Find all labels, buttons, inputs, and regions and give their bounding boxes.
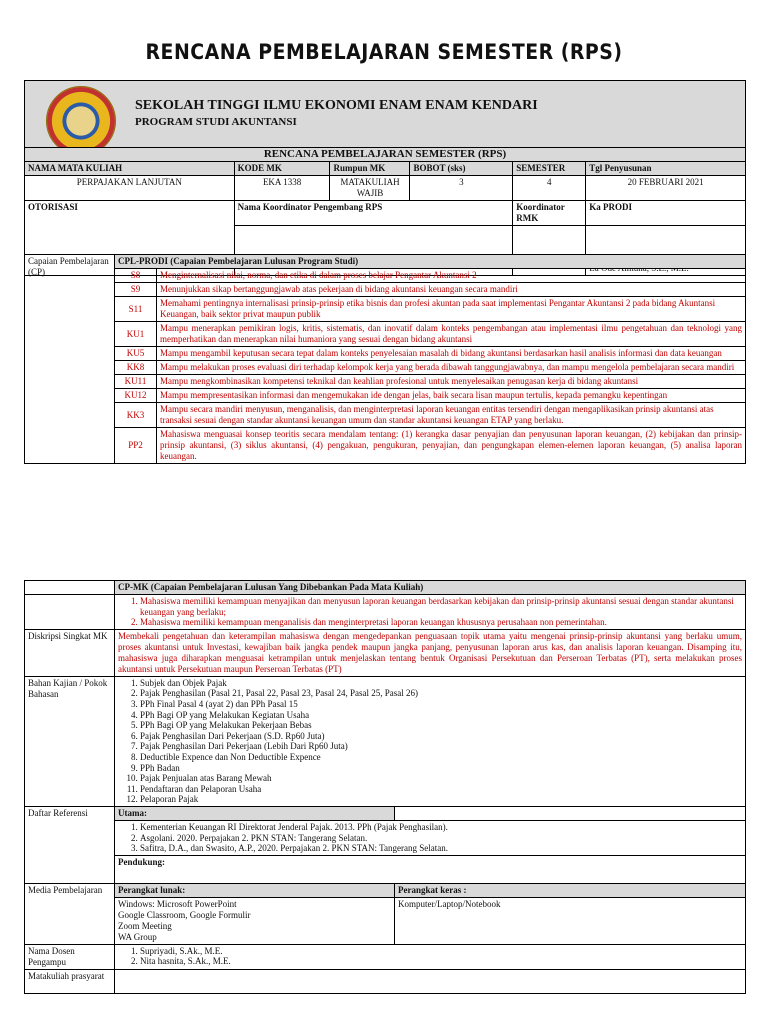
list-item: 4. PPh Bagi OP yang Melakukan Kegiatan Usaha xyxy=(140,710,742,721)
prasyarat-label: Matakuliah prasyarat xyxy=(25,969,115,993)
referensi-pendukung-label xyxy=(115,855,746,883)
cp-code: S9 xyxy=(115,283,157,297)
cpmk-label-cell xyxy=(25,581,115,595)
cp-text: Mampu mempresentasikan informasi dan mengemukakan ide dengan jelas, baik secara lisan maupun tertulis, kepada pemangku kepentingan xyxy=(157,389,746,403)
cp-code: S8 xyxy=(115,269,157,283)
list-item: 9. PPh Badan xyxy=(140,763,742,774)
cp-table xyxy=(24,254,746,464)
list-item: 2. Pajak Penghasilan (Pasal 21, Pasal 22, Pasal 23, Pasal 24, Pasal 25, Pasal 26) xyxy=(140,688,742,699)
cp-text: Mampu melakukan proses evaluasi diri terhadap kelompok kerja yang berada dibawah tanggungjawabnya, dan mampu mengelola pembelajaran secara mandiri xyxy=(157,361,746,375)
course-code: EKA 1338 xyxy=(234,176,330,201)
hardware-label: Perangkat keras : xyxy=(395,883,746,897)
list-item: 11. Pendaftaran dan Pelaporan Usaha xyxy=(140,784,742,795)
list-item: 12. Pelaporan Pajak xyxy=(140,794,742,805)
list-item: 1. Subjek dan Objek Pajak xyxy=(140,678,742,689)
kaprodi-label: Ka PRODI xyxy=(586,201,746,226)
referensi-label: Daftar Referensi xyxy=(25,806,115,883)
institution-logo-icon xyxy=(46,86,116,156)
col-header-credits: BOBOT (sks) xyxy=(410,162,513,176)
document-title: RENCANA PEMBELAJARAN SEMESTER (RPS) xyxy=(145,40,623,64)
course-credits: 3 xyxy=(410,176,513,201)
cp-code: KU11 xyxy=(115,375,157,389)
cp-code: PP2 xyxy=(115,428,157,464)
list-item: 2. Mahasiswa memiliki kemampuan menganalisis dan menginterpretasi laporan keuangan khususnya perusahaan non pemerintahan. xyxy=(140,617,742,628)
rps-subtitle: RENCANA PEMBELAJARAN SEMESTER (RPS) xyxy=(25,148,746,162)
cp-text: Mampu mengkombinasikan kompetensi teknikal dan keahlian profesional untuk menyelesaikan penugasan kerja di bidang akuntansi xyxy=(157,375,746,389)
cp-text: Mampu mengambil keputusan secara tepat dalam konteks penyelesaian masalah di bidang akuntansi berdasarkan hasil analisis informasi dan data keuangan xyxy=(157,347,746,361)
list-item: 1. Mahasiswa memiliki kemampuan menyajikan dan menyusun laporan keuangan berdasarkan kebijakan dan prinsip-prinsip akuntansi sesuai dengan standar akuntansi keuangan yang berlaku; xyxy=(140,596,742,617)
cpmk-heading: CP-MK (Capaian Pembelajaran Lulusan Yang Dibebankan Pada Mata Kuliah) xyxy=(115,581,746,595)
hardware-value: Komputer/Laptop/Notebook xyxy=(395,897,746,944)
software-label: Perangkat lunak: xyxy=(115,883,395,897)
referensi-spacer xyxy=(395,806,746,820)
list-item: 6. Pajak Penghasilan Dari Pekerjaan (S.D. Rp60 Juta) xyxy=(140,731,742,742)
program-name: PROGRAM STUDI AKUNTANSI xyxy=(135,116,297,128)
col-header-cluster: Rumpun MK xyxy=(330,162,410,176)
list-item: 1. Supriyadi, S.Ak., M.E. xyxy=(140,946,742,957)
col-header-semester: SEMESTER xyxy=(513,162,586,176)
cp-text: Mampu secara mandiri menyusun, menganalisis, dan menginterpretasi laporan keuangan entitas tersendiri dengan mengaplikasikan prinsip akuntansi atas transaksi sesuai dengan standar akuntansi keuangan umum dan standar akuntansi keuangan ETAP yang berlaku. xyxy=(157,403,746,428)
cp-code: KK3 xyxy=(115,403,157,428)
list-item: 8. Deductible Expence dan Non Deductible Expence xyxy=(140,752,742,763)
list-item: 7. Pajak Penghasilan Dari Pekerjaan (Lebih Dari Rp60 Juta) xyxy=(140,741,742,752)
list-item: 2. Nita hasnita, S.Ak., M.E. xyxy=(140,956,742,967)
list-item: 5. PPh Bagi OP yang Melakukan Pekerjaan Bebas xyxy=(140,720,742,731)
cpmk-list xyxy=(118,596,742,628)
list-item: Zoom Meeting xyxy=(118,920,172,931)
authorization-label: OTORISASI xyxy=(25,201,235,276)
cp-code: KU5 xyxy=(115,347,157,361)
dosen-label: Nama Dosen Pengampu xyxy=(25,944,115,969)
cp-label: Capaian Pembelajaran (CP) xyxy=(25,255,115,464)
cp-text: Menunjukkan sikap bertanggungjawab atas pekerjaan di bidang akuntansi keuangan secara mandiri xyxy=(157,283,746,297)
course-cluster: MATAKULIAH WAJIB xyxy=(330,176,410,201)
col-header-course: NAMA MATA KULIAH xyxy=(25,162,235,176)
list-item: WA Group xyxy=(118,931,157,942)
cp-text: Menginternalisasi nilai, norma, dan etika di dalam proses belajar Pengantar Akuntansi 2 xyxy=(157,269,746,283)
course-semester: 4 xyxy=(513,176,586,201)
cp-text: Mampu menerapkan pemikiran logis, kritis, sistematis, dan inovatif dalam konteks pengembangan atau implementasi ilmu pengetahuan dan teknologi yang memperhatikan dan menerapkan nilai humaniora yang sesuai dengan bidang akuntansi xyxy=(157,322,746,347)
course-detail-table xyxy=(24,580,746,994)
rmk-label: Koordinator RMK xyxy=(513,201,586,226)
list-item: 2. Asgolani. 2020. Perpajakan 2. PKN STAN: Tangerang Selatan. xyxy=(140,833,742,844)
deskripsi-label: Diskripsi Singkat MK xyxy=(25,629,115,676)
cp-code: KK8 xyxy=(115,361,157,375)
cpl-prodi-heading: CPL-PRODI (Capaian Pembelajaran Lulusan Program Studi) xyxy=(115,255,746,269)
referensi-utama-list xyxy=(118,822,742,854)
institution-name: SEKOLAH TINGGI ILMU EKONOMI ENAM ENAM KENDARI xyxy=(135,98,538,113)
course-name: PERPAJAKAN LANJUTAN xyxy=(25,176,235,201)
bahan-kajian-list xyxy=(118,678,742,805)
list-item: 3. PPh Final Pasal 4 (ayat 2) dan PPh Pasal 15 xyxy=(140,699,742,710)
list-item: 10. Pajak Penjualan atas Barang Mewah xyxy=(140,773,742,784)
col-header-code: KODE MK xyxy=(234,162,330,176)
bahan-kajian-label: Bahan Kajian / Pokok Bahasan xyxy=(25,676,115,806)
course-date: 20 FEBRUARI 2021 xyxy=(586,176,746,201)
cpmk-empty-cell xyxy=(25,595,115,630)
referensi-utama-label: Utama: xyxy=(115,806,395,820)
list-item: 1. Kementerian Keuangan RI Direktorat Jenderal Pajak. 2013. PPh (Pajak Penghasilan). xyxy=(140,822,742,833)
cp-code: KU12 xyxy=(115,389,157,403)
cp-code: KU1 xyxy=(115,322,157,347)
list-item: Windows: Microsoft PowerPoint xyxy=(118,898,237,909)
prasyarat-value xyxy=(115,969,746,993)
software-list xyxy=(115,897,395,944)
pendukung-label: Pendukung: xyxy=(118,856,166,867)
cp-code: S11 xyxy=(115,297,157,322)
coordinator-label: Nama Koordinator Pengembang RPS xyxy=(234,201,513,226)
cp-text: Memahami pentingnya internalisasi prinsip-prinsip etika bisnis dan profesi akuntan pada saat implementasi Pengantar Akuntansi 2 pada bidang Akuntansi Keuangan, baik sektor privat maupun publik xyxy=(157,297,746,322)
list-item: 3. Safitra, D.A., dan Swasito, A.P., 2020. Perpajakan 2. PKN STAN: Tangerang Selatan. xyxy=(140,843,742,854)
list-item: Google Classroom, Google Formulir xyxy=(118,909,251,920)
deskripsi-text: Membekali pengetahuan dan keterampilan mahasiswa dengan mengedepankan penguasaan topik utama yaitu mengenai prinsip-prinsip akuntansi yang berlaku umum, proses akuntansi untuk Investasi, kewajiban baik jangka pendek maupun jangka panjang, penyusunan laporan arus kas, dan analisis laporan keuangan. Disamping itu, mahasiswa juga diharapkan menguasai ketrampilan untuk menjelaskan tentang bentuk Organisasi Persekutuan dan Perseroan Terbatas (PT), serta melakukan proses akuntansi untuk Persekutuan maupun Perseroan Terbatas (PT) xyxy=(115,629,746,676)
media-label: Media Pembelajaran xyxy=(25,883,115,944)
dosen-list xyxy=(118,946,742,967)
col-header-date: Tgl Penyusunan xyxy=(586,162,746,176)
cp-text: Mahasiswa menguasai konsep teoritis secara mendalam tentang: (1) kerangka dasar penyajian dan penyusunan laporan keuangan, (2) kebijakan dan prinsip-prinsip akuntansi, (3) siklus akuntansi, (4) pengakuan, pengukuran, penyajian, dan pengungkapan elemen-elemen laporan keuangan, (5) analisa laporan keuangan. xyxy=(157,428,746,464)
